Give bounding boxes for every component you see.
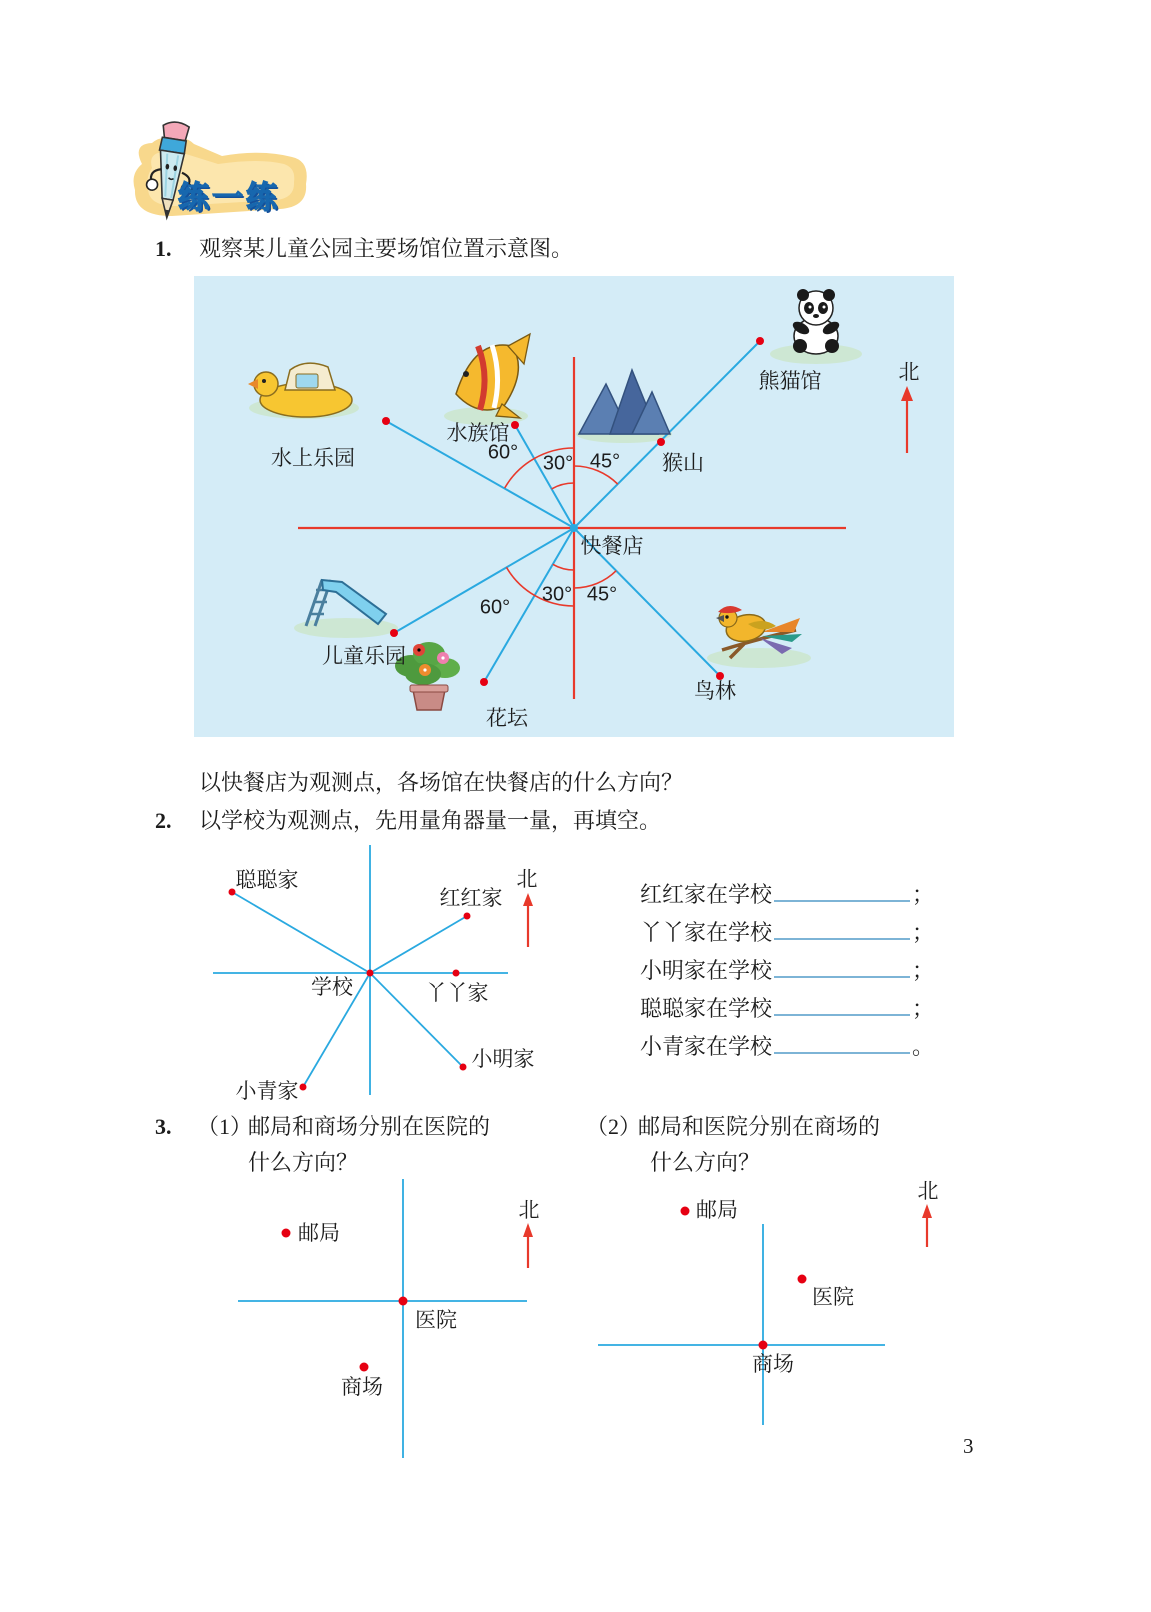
- blank-label: 丫丫家在学校: [640, 920, 773, 945]
- observation-point-dot: [570, 524, 578, 532]
- answer-blank[interactable]: [774, 954, 910, 978]
- fish-icon: [456, 334, 530, 418]
- blank-punct: ；: [912, 958, 935, 983]
- congcong-home-label: 聪聪家: [235, 868, 299, 892]
- north-arrow-head: [901, 386, 913, 401]
- post-office-label: 邮局: [298, 1221, 340, 1245]
- panda-house-label: 熊猫馆: [758, 369, 822, 393]
- q2-number: 2.: [155, 808, 172, 833]
- north-label: 北: [898, 360, 920, 384]
- park-map-diagram: [194, 276, 954, 737]
- q1-prompt: 观察某儿童公园主要场馆位置示意图。: [199, 236, 574, 261]
- north-arrow-head: [523, 1223, 533, 1237]
- ground-shadow: [294, 618, 398, 638]
- bird-forest-label: 鸟林: [694, 679, 736, 703]
- mall-label: 商场: [341, 1375, 383, 1399]
- angle-se: 45°: [586, 583, 618, 606]
- water-park-label: 水上乐园: [271, 446, 355, 470]
- page-number: 3: [963, 1434, 974, 1458]
- blank-label: 小明家在学校: [640, 958, 773, 983]
- q3-part2-tag: （2）: [586, 1114, 642, 1139]
- north-label: 北: [917, 1179, 939, 1203]
- blank-label: 红红家在学校: [640, 882, 773, 907]
- answer-blank[interactable]: [774, 878, 910, 902]
- blank-row: [640, 878, 934, 909]
- flower-bed-label: 花坛: [486, 706, 528, 730]
- place-dots: [681, 1207, 807, 1350]
- xiaoming-home-label: 小明家: [471, 1047, 535, 1071]
- north-arrow-head: [523, 893, 533, 906]
- cross-lines: [238, 1179, 527, 1458]
- hospital-map-graphics: [230, 1165, 542, 1465]
- hospital-label: 医院: [812, 1285, 854, 1309]
- q1-question: 以快餐店为观测点，各场馆在快餐店的什么方向？: [199, 770, 684, 795]
- panda-icon: [791, 289, 842, 354]
- angle-ne: 45°: [589, 450, 621, 473]
- q3-part1-tag: （1）: [197, 1114, 253, 1139]
- park-map-graphics: [194, 276, 954, 737]
- post-office-label: 邮局: [696, 1198, 738, 1222]
- kids-park-label: 儿童乐园: [322, 644, 406, 668]
- practice-label: 练一练: [178, 180, 280, 215]
- blank-row: [640, 954, 934, 985]
- angle-sw-inner: 30°: [541, 583, 573, 606]
- place-dots: [282, 1229, 408, 1372]
- mall-label: 商场: [752, 1352, 794, 1376]
- honghong-home-label: 红红家: [439, 886, 503, 910]
- hospital-map-diagram: [230, 1165, 542, 1465]
- answer-blank[interactable]: [774, 1030, 910, 1054]
- answer-blank[interactable]: [774, 916, 910, 940]
- xiaoqing-home-label: 小青家: [235, 1079, 299, 1103]
- blank-row: [640, 916, 934, 947]
- blank-row: [640, 992, 934, 1023]
- q3-part2-line1: 邮局和医院分别在商场的: [638, 1114, 881, 1139]
- yaya-home-label: 丫丫家: [425, 981, 489, 1005]
- blank-punct: ；: [912, 996, 935, 1021]
- angle-nw-outer: 60°: [487, 441, 519, 464]
- fast-food-label: 快餐店: [580, 534, 644, 558]
- north-label: 北: [518, 1198, 540, 1222]
- school-map-diagram: [190, 835, 550, 1107]
- north-label: 北: [516, 867, 538, 891]
- monkey-hill-label: 猴山: [662, 451, 704, 475]
- q3-number: 3.: [155, 1114, 172, 1139]
- answer-blank[interactable]: [774, 992, 910, 1016]
- mall-map-diagram: [590, 1150, 952, 1440]
- q2-prompt: 以学校为观测点，先用量角器量一量，再填空。: [199, 808, 662, 833]
- angle-nw-inner: 30°: [542, 452, 574, 475]
- aquarium-label: 水族馆: [446, 421, 510, 445]
- mountain-icon: [579, 370, 670, 434]
- blank-label: 小青家在学校: [640, 1034, 773, 1059]
- q1-number: 1.: [155, 236, 172, 261]
- blank-punct: ；: [912, 882, 935, 907]
- blank-row: [640, 1030, 934, 1061]
- mall-map-graphics: [590, 1150, 952, 1440]
- angle-sw-outer: 60°: [479, 596, 511, 619]
- blank-punct: ；: [912, 920, 935, 945]
- q3-part2-line2: 什么方向？: [650, 1150, 761, 1175]
- practice-header: [112, 112, 327, 230]
- q3-part1-line2: 什么方向？: [248, 1150, 359, 1175]
- blank-punct: 。: [912, 1034, 935, 1059]
- school-label: 学校: [311, 975, 353, 999]
- q3-part1-line1: 邮局和商场分别在医院的: [248, 1114, 491, 1139]
- cross-lines: [598, 1224, 885, 1425]
- pencil-fist-left: [146, 179, 158, 191]
- hospital-label: 医院: [415, 1308, 457, 1332]
- north-arrow-head: [922, 1204, 932, 1218]
- blank-label: 聪聪家在学校: [640, 996, 773, 1021]
